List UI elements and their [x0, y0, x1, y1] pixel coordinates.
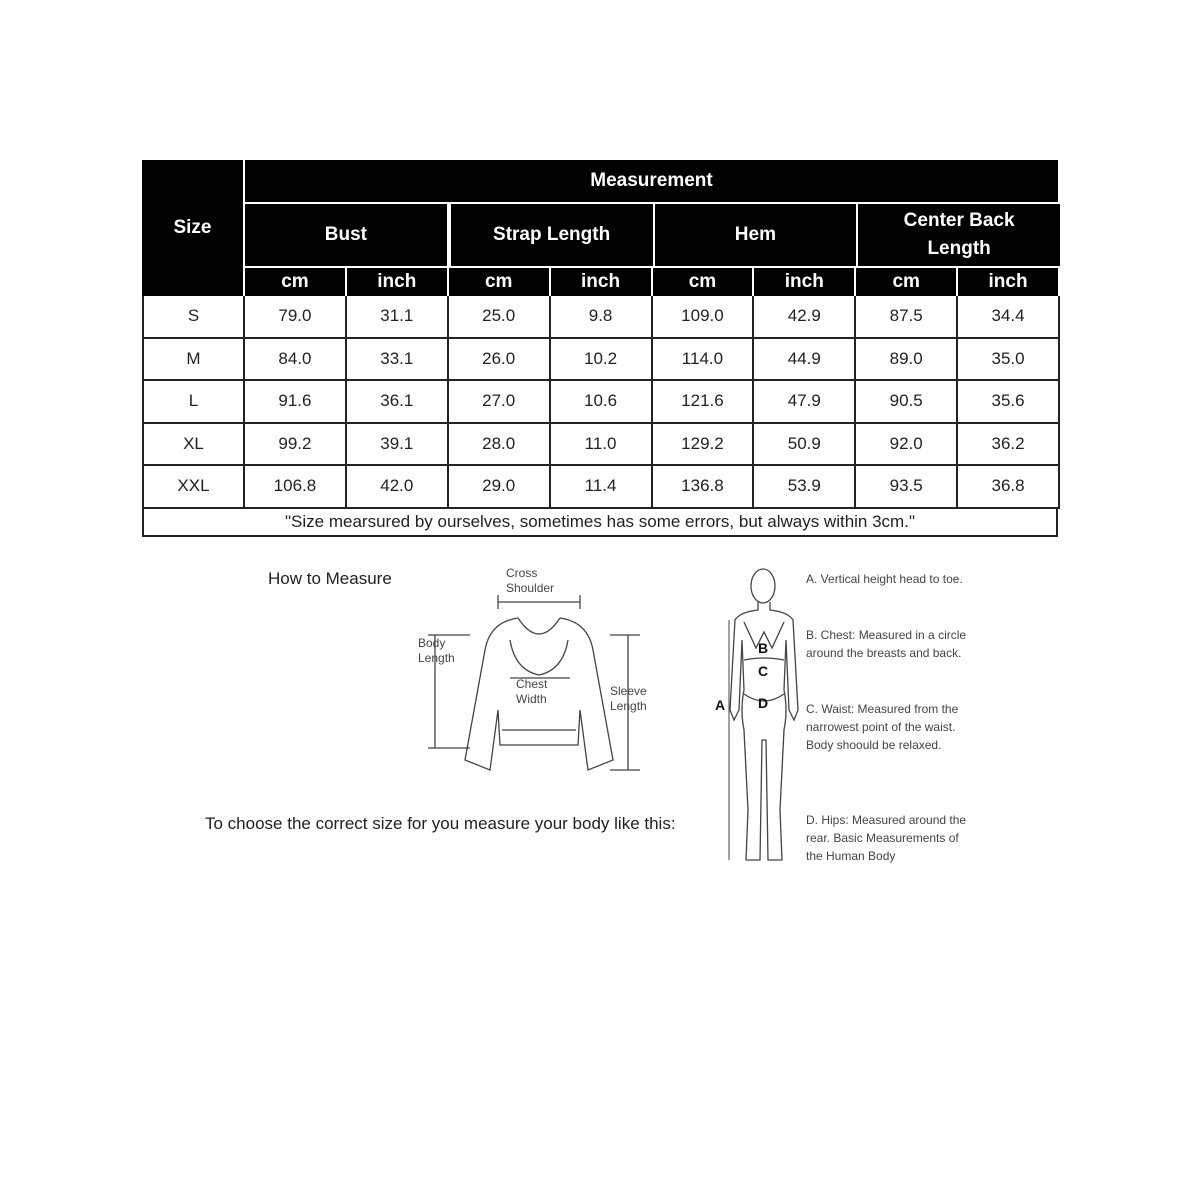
- table-cell: 33.1: [347, 339, 449, 382]
- sleeve-length-line-1: Sleeve: [610, 684, 647, 698]
- group-header-strap-length: Strap Length: [451, 204, 653, 266]
- table-cell: 92.0: [856, 424, 958, 467]
- chest-width-label: [516, 677, 547, 707]
- table-cell: 121.6: [653, 381, 755, 424]
- body-letter-c: C: [758, 663, 769, 679]
- chest-width-line-1: Chest: [516, 677, 548, 691]
- unit-header: inch: [551, 268, 651, 296]
- table-cell: 99.2: [245, 424, 347, 467]
- body-letter-a: A: [715, 697, 726, 713]
- table-cell: 84.0: [245, 339, 347, 382]
- legend-a: A. Vertical height head to toe.: [806, 572, 963, 586]
- body-length-line-1: Body: [418, 636, 446, 650]
- table-cell: 35.0: [958, 339, 1060, 382]
- table-cell: 114.0: [653, 339, 755, 382]
- table-cell: 27.0: [449, 381, 551, 424]
- size-note: "Size mearsured by ourselves, sometimes has some errors, but always within 3cm.": [142, 509, 1058, 538]
- body-length-label: [418, 636, 455, 666]
- table-cell: 89.0: [856, 339, 958, 382]
- table-cell: 28.0: [449, 424, 551, 467]
- table-cell: 36.2: [958, 424, 1060, 467]
- sleeve-length-label: [610, 684, 647, 714]
- measurement-header: Measurement: [245, 160, 1058, 202]
- table-cell: 91.6: [245, 381, 347, 424]
- table-cell: 47.9: [754, 381, 856, 424]
- table-cell: 93.5: [856, 466, 958, 509]
- table-cell: 11.0: [551, 424, 653, 467]
- size-label: XL: [142, 424, 245, 467]
- table-cell: 10.6: [551, 381, 653, 424]
- unit-header: inch: [347, 268, 447, 296]
- legend-b: B. Chest: Measured in a circle around the breasts and back.: [806, 628, 967, 660]
- group-header-center-back-length: Center Back Length: [858, 204, 1060, 266]
- size-header: Size: [142, 160, 243, 296]
- table-cell: 109.0: [653, 296, 755, 339]
- table-cell: 31.1: [347, 296, 449, 339]
- table-cell: 44.9: [754, 339, 856, 382]
- table-cell: 10.2: [551, 339, 653, 382]
- sleeve-length-line-2: Length: [610, 699, 647, 713]
- table-cell: 9.8: [551, 296, 653, 339]
- table-cell: 36.8: [958, 466, 1060, 509]
- size-label: M: [142, 339, 245, 382]
- size-chart-table: [142, 160, 1058, 537]
- body-letter-b: B: [758, 640, 769, 656]
- body-letter-d: D: [758, 695, 769, 711]
- table-cell: 129.2: [653, 424, 755, 467]
- unit-header: cm: [856, 268, 956, 296]
- size-label: XXL: [142, 466, 245, 509]
- table-cell: 26.0: [449, 339, 551, 382]
- how-to-measure-title: How to Measure: [268, 569, 392, 588]
- table-cell: 136.8: [653, 466, 755, 509]
- unit-header: cm: [245, 268, 345, 296]
- unit-header: inch: [754, 268, 854, 296]
- table-cell: 87.5: [856, 296, 958, 339]
- table-cell: 11.4: [551, 466, 653, 509]
- table-cell: 53.9: [754, 466, 856, 509]
- size-label: S: [142, 296, 245, 339]
- table-cell: 29.0: [449, 466, 551, 509]
- unit-header: cm: [653, 268, 753, 296]
- table-cell: 106.8: [245, 466, 347, 509]
- legend-d: D. Hips: Measured around the rear. Basic Measurements of the Human Body: [806, 813, 967, 863]
- table-cell: 25.0: [449, 296, 551, 339]
- table-cell: 79.0: [245, 296, 347, 339]
- unit-header: cm: [449, 268, 549, 296]
- size-label: L: [142, 381, 245, 424]
- cross-shoulder-label: [506, 566, 554, 596]
- group-header-hem: Hem: [655, 204, 857, 266]
- body-length-line-2: Length: [418, 651, 455, 665]
- table-cell: 35.6: [958, 381, 1060, 424]
- group-header-bust: Bust: [245, 204, 447, 266]
- table-cell: 34.4: [958, 296, 1060, 339]
- table-cell: 42.9: [754, 296, 856, 339]
- table-cell: 90.5: [856, 381, 958, 424]
- table-cell: 42.0: [347, 466, 449, 509]
- body-figure: [720, 560, 810, 870]
- unit-header: inch: [958, 268, 1058, 296]
- chest-width-line-2: Width: [516, 692, 547, 706]
- legend-c: C. Waist: Measured from the narrowest point of the waist. Body shoould be relaxed.: [806, 702, 959, 752]
- cross-shoulder-line-1: Cross: [506, 566, 538, 580]
- measure-instruction: To choose the correct size for you measure your body like this:: [205, 814, 676, 833]
- table-cell: 39.1: [347, 424, 449, 467]
- table-cell: 36.1: [347, 381, 449, 424]
- table-cell: 50.9: [754, 424, 856, 467]
- cross-shoulder-line-2: Shoulder: [506, 581, 555, 595]
